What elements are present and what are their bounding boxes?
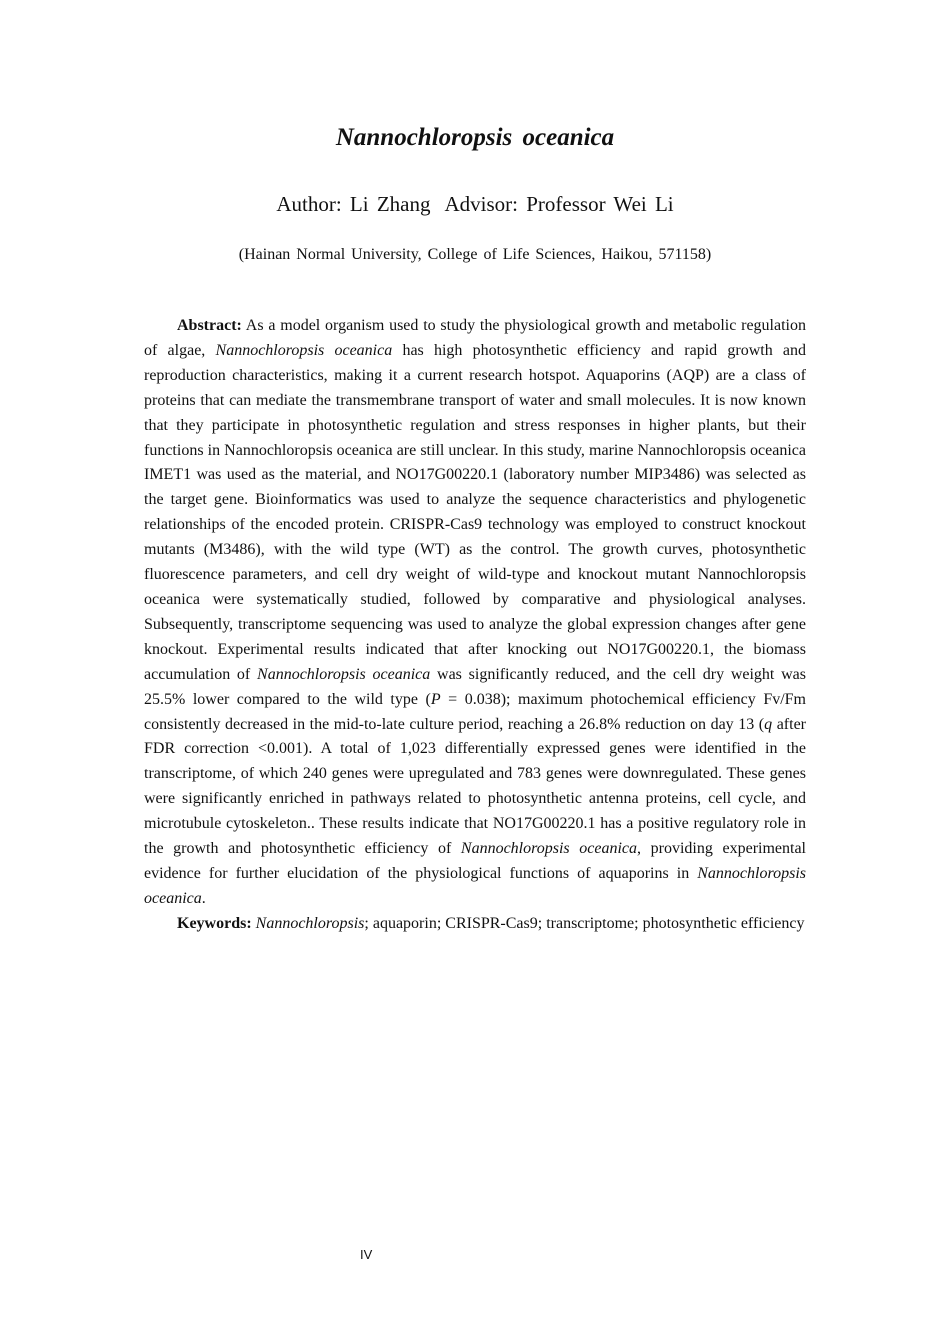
abstract-paragraph bbox=[144, 314, 806, 912]
abstract-text-5: after FDR correction <0.001). A total of 1,023 differentially expressed genes were identified in the transcriptome, of which 240 genes were upregulated and 783 genes were downregulated. These genes were significantly enriched in pathways related to photosynthetic antenna proteins, cell cycle, and microtubule cytoskeleton.. These results indicate that NO17G00220.1 has a positive regulatory role in the growth and photosynthetic efficiency of bbox=[144, 715, 806, 858]
advisor-name: Advisor: Professor Wei Li bbox=[444, 192, 674, 216]
author-line bbox=[0, 192, 950, 217]
keywords-paragraph bbox=[144, 912, 806, 937]
document-title: Nannochloropsis oceanica bbox=[335, 124, 615, 151]
q-value-symbol: q bbox=[764, 715, 773, 733]
abstract-text-1: As a model organism used to study the physiological growth and metabolic regulation of algae, bbox=[144, 317, 806, 359]
abstract-section bbox=[144, 314, 806, 937]
author-name: Author: Li Zhang bbox=[276, 192, 431, 216]
species-name: Nannochloropsis oceanica bbox=[144, 864, 806, 907]
abstract-text-2: has high photosynthetic efficiency and rapid growth and reproduction characteristics, making it a current research hotspot. Aquaporins (AQP) are a class of proteins that can mediate the transmembrane transport of water and small molecules. It is now known that they participate in photosynthetic regulation and stress responses in higher plants, but their functions in Nannochloropsis oceanica are still unclear. In this study, marine Nannochloropsis oceanica IMET1 was used as the material, and NO17G00220.1 (laboratory number MIP3486) was selected as the target gene. Bioinformatics was used to analyze the sequence characteristics and phylogenetic relationships of the encoded protein. CRISPR-Cas9 technology was employed to construct knockout mutants (M3486), with the wild type (WT) as the control. The growth curves, photosynthetic fluorescence parameters, and cell dry weight of wild-type and knockout mutant Nannochloropsis oceanica were systematically studied, followed by comparative and physiological analyses. Subsequently, transcriptome sequencing was used to analyze the global expression changes after gene knockout. Experimental results indicated that after knocking out NO17G00220.1, the biomass accumulation of bbox=[144, 341, 807, 683]
species-name: Nannochloropsis oceanica bbox=[257, 665, 431, 683]
species-name: Nannochloropsis oceanica bbox=[215, 341, 393, 359]
keywords-label: Keywords: bbox=[177, 914, 252, 932]
abstract-text-4: = 0.038); maximum photochemical efficiency Fv/Fm consistently decreased in the mid-to-late culture period, reaching a 26.8% reduction on day 13 ( bbox=[144, 690, 807, 733]
abstract-text-6: , providing experimental evidence for further elucidation of the physiological functions of aquaporins in bbox=[144, 840, 807, 882]
abstract-text-7: . bbox=[201, 889, 206, 907]
species-name: Nannochloropsis oceanica bbox=[460, 840, 638, 858]
affiliation: (Hainan Normal University, College of Life Sciences, Haikou, 571158) bbox=[238, 246, 712, 263]
keyword-genus: Nannochloropsis bbox=[255, 914, 365, 932]
keywords-text: ; aquaporin; CRISPR-Cas9; transcriptome; photosynthetic efficiency bbox=[364, 914, 805, 932]
p-value-symbol: P bbox=[430, 690, 441, 708]
page-number: IV bbox=[360, 1247, 373, 1262]
abstract-text-3: was significantly reduced, and the cell dry weight was 25.5% lower compared to the wild type ( bbox=[144, 665, 807, 708]
abstract-label: Abstract: bbox=[177, 317, 242, 334]
